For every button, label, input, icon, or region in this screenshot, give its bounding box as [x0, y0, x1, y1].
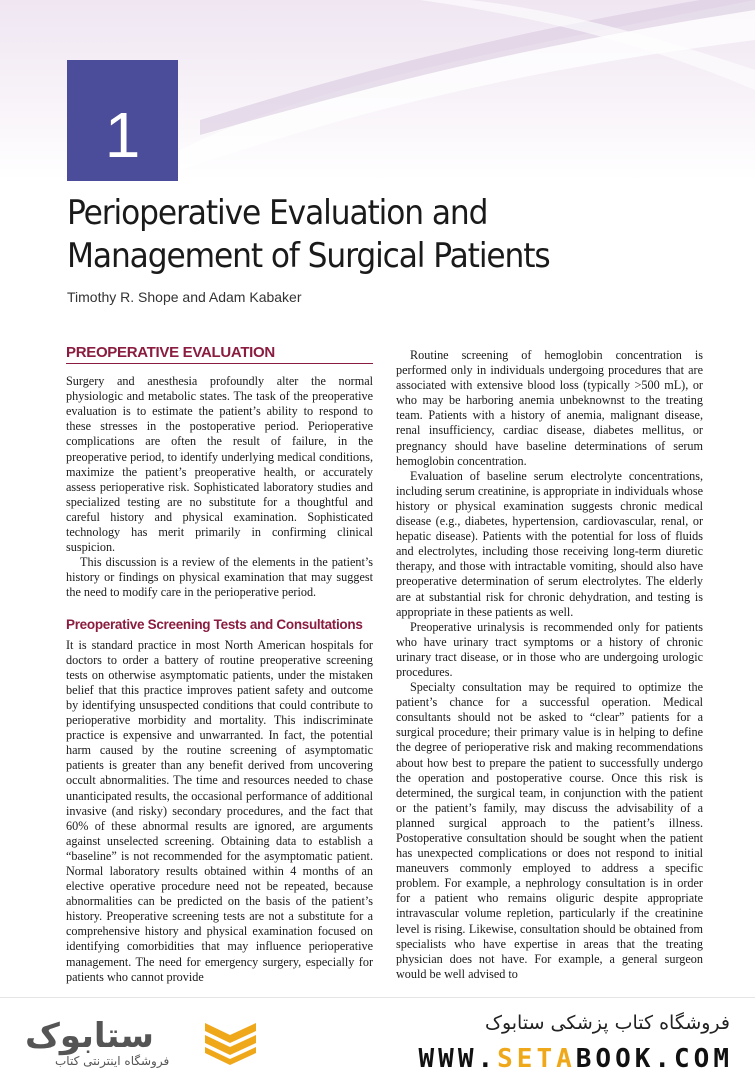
paragraph: This discussion is a review of the elements in the patient’s history or findings on physical examination that may suggest the need to modify care in the perioperative period.	[66, 555, 373, 600]
site-accent: SETA	[497, 1044, 576, 1074]
subsection-heading: Preoperative Screening Tests and Consultations	[66, 616, 363, 632]
chapter-title-line2: Management of Surgical Patients	[67, 236, 550, 276]
books-logo-icon	[203, 1015, 258, 1065]
paragraph: Surgery and anesthesia profoundly alter the normal physiologic and metabolic states. The task of the preoperative evaluation is to estimate the patient’s ability to respond to these stresses in the postoperative period. Perioperative complications are often the result of failure, in the preoperative period, to identify underlying medical conditions, maximize the patient’s preoperative health, or accurately assess perioperative risk. Sophisticated laboratory studies and specialized testing are no substitute for a thoughtful and careful history and physical examination. Sophisticated technology has merit primarily in confirming clinical suspicion.	[66, 374, 373, 555]
chapter-number: 1	[104, 99, 141, 171]
paragraph: Specialty consultation may be required to optimize the patient’s chance for a successful operation. Medical consultants should not be asked to “clear” patients for a surgical procedure; their primary value is in helping to define the degree of perioperative risk and making recommendations about how best to prepare the patient to successfully undergo the operation and postoperative course. Once this risk is determined, the surgical team, in conjunction with the patient or the patient’s family, may discuss the advisability of a planned surgical approach to the patient’s illness. Postoperative consultation should be sought when the patient has unexpected complications or does not respond to initial maneuvers commonly employed to address a specific problem. For example, a nephrology consultation is in order for a patient who remains oliguric despite appropriate intravascular volume repletion, particularly if the creatinine level is rising. Likewise, consultation should be obtained from specialists who have expertise in areas that the treating physician does not have. For example, a general surgeon would be well advised to	[396, 680, 703, 981]
site-suffix: BOOK.COM	[575, 1044, 733, 1074]
site-prefix: WWW.	[418, 1044, 498, 1074]
paragraph: Evaluation of baseline serum electrolyte concentrations, including serum creatinine, is appropriate in individuals whose history or physical examination suggests chronic medical disease (e.g., diabetes, hypertension, cardiovascular, renal, or hepatic disease). Patients with the potential for loss of fluids and electrolytes, including those receiving long-term diuretic therapy, and those with intractable vomiting, should also have preoperative determination of serum electrolytes. The elderly are at substantial risk for chronic dehydration, and testing is appropriate in these patients as well.	[396, 468, 703, 619]
chapter-authors: Timothy R. Shope and Adam Kabaker	[67, 289, 302, 305]
logo-wordmark: ستابوک	[25, 1016, 154, 1056]
setabook-logo[interactable]	[25, 1016, 190, 1076]
left-column	[66, 345, 373, 985]
section-heading: PREOPERATIVE EVALUATION	[66, 345, 373, 364]
right-column	[396, 348, 703, 982]
logo-tagline: فروشگاه اینترنتی کتاب	[55, 1054, 170, 1068]
website-url[interactable]	[419, 1044, 733, 1074]
chapter-title	[67, 192, 656, 278]
paragraph: It is standard practice in most North American hospitals for doctors to order a battery of routine preoperative screening tests on otherwise asymptomatic patients, under the mistaken belief that this practice improves patient safety and outcome by identifying unsuspected conditions that could contribute to perioperative morbidity and mortality. This indiscriminate practice is expensive and unwarranted. In fact, the potential harm caused by the routine screening of asymptomatic patients is greater than any benefit derived from uncovering occult abnormalities. The time and resources needed to chase unanticipated results, the occasional performance of additional invasive (and risky) secondary procedures, and the fact that 60% of these abnormal results are ignored, are arguments against unselected screening. Obtaining data to establish a “baseline” is not recommended for the asymptomatic patient. Normal laboratory results obtained within 4 months of an elective operative procedure need not be repeated, because abnormalities can be predicted on the basis of the patient’s history. Preoperative screening tests are not a substitute for a comprehensive history and physical examination focused on identifying comorbidities that may influence perioperative management. The need for emergency surgery, especially for patients who cannot provide	[66, 637, 373, 984]
chapter-title-line1: Perioperative Evaluation and	[67, 193, 488, 233]
paragraph: Routine screening of hemoglobin concentration is performed only in individuals undergoing procedures that are associated with extensive blood loss (typically >500 mL), or who may be harboring anemia unbeknownst to the treating team. Patients with a history of anemia, malignant disease, renal insufficiency, cardiac disease, diabetes mellitus, or pregnancy should have baseline determinations of serum hemoglobin concentration.	[396, 348, 703, 468]
shop-name: فروشگاه کتاب پزشکی ستابوک	[484, 1012, 730, 1034]
paragraph: Preoperative urinalysis is recommended only for patients who have urinary tract symptoms or a history of chronic urinary tract disease, or in those who are undergoing urologic procedures.	[396, 619, 703, 679]
